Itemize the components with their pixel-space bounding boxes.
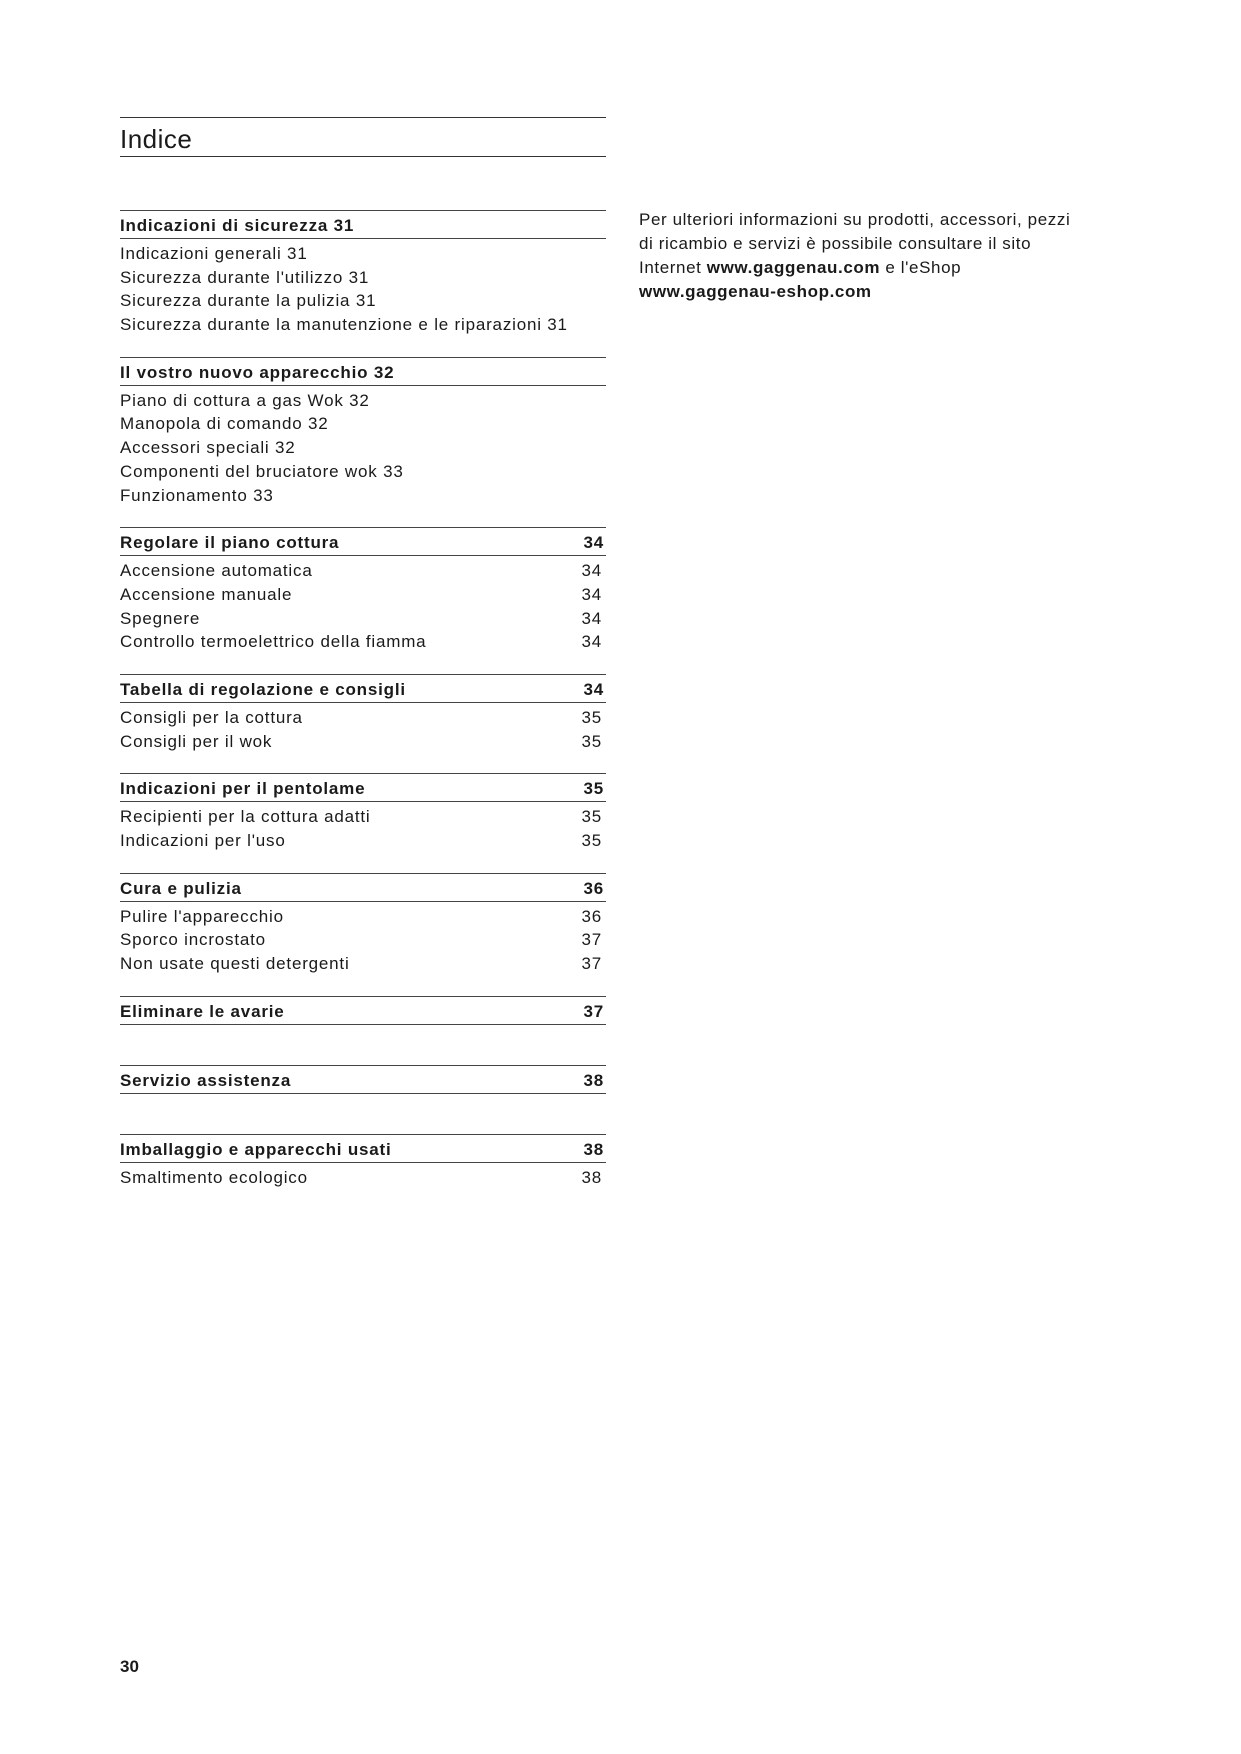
toc-heading-page: 34	[583, 679, 604, 699]
info-note-line: Per ulteriori informazioni su prodotti, accessori, pezzi	[639, 210, 1071, 229]
toc-item-label: Indicazioni per l'uso	[120, 831, 286, 850]
toc-item-label: Componenti del bruciatore wok 33	[120, 461, 404, 481]
toc-item[interactable]	[120, 266, 606, 290]
toc-item[interactable]	[120, 706, 606, 730]
toc-item-page: 35	[581, 807, 602, 827]
toc-items	[120, 1094, 606, 1114]
page-number: 30	[120, 1657, 139, 1676]
toc-item[interactable]	[120, 460, 606, 484]
info-note-line	[639, 256, 1139, 280]
toc-section	[120, 773, 606, 852]
toc-section-heading[interactable]	[120, 997, 606, 1025]
toc-item-page: 35	[581, 731, 602, 751]
toc-item[interactable]	[120, 829, 606, 853]
toc-item[interactable]	[120, 559, 606, 583]
toc-section	[120, 527, 606, 654]
table-of-contents	[120, 210, 606, 1209]
toc-section-heading[interactable]	[120, 1135, 606, 1163]
toc-heading-label: Servizio assistenza	[120, 1070, 292, 1090]
toc-item-label: Consigli per la cottura	[120, 707, 303, 727]
toc-item[interactable]	[120, 289, 606, 313]
page-title: Indice	[120, 124, 193, 154]
toc-section	[120, 210, 606, 337]
toc-item-label: Sicurezza durante la manutenzione e le riparazioni 31	[120, 315, 568, 335]
toc-section-heading[interactable]	[120, 358, 606, 386]
toc-item-page: 34	[581, 584, 602, 604]
toc-item-label: Spegnere	[120, 608, 201, 628]
toc-item-label: Sporco incrostato	[120, 930, 266, 950]
toc-item-page: 34	[581, 632, 602, 652]
toc-item-label: Accensione manuale	[120, 584, 293, 604]
toc-heading-page: 38	[583, 1139, 604, 1159]
toc-heading-page: 36	[583, 878, 604, 898]
info-note-text: Internet	[639, 258, 707, 277]
toc-section	[120, 1134, 606, 1190]
toc-item-page: 34	[581, 561, 602, 581]
toc-item[interactable]	[120, 436, 606, 460]
toc-item[interactable]	[120, 730, 606, 754]
toc-section-heading[interactable]	[120, 874, 606, 902]
toc-heading-label: Il vostro nuovo apparecchio 32	[120, 362, 395, 382]
toc-item-label: Sicurezza durante la pulizia 31	[120, 291, 377, 311]
toc-item-page: 37	[581, 930, 602, 950]
toc-items	[120, 1163, 606, 1190]
toc-item[interactable]	[120, 412, 606, 436]
toc-section	[120, 357, 606, 507]
toc-section	[120, 873, 606, 976]
gaggenau-link[interactable]: www.gaggenau.com	[706, 258, 881, 277]
toc-heading-page: 37	[583, 1001, 604, 1021]
toc-item[interactable]	[120, 630, 606, 654]
toc-items	[120, 386, 606, 507]
toc-section-heading[interactable]	[120, 528, 606, 556]
toc-section	[120, 674, 606, 753]
toc-heading-label: Indicazioni di sicurezza 31	[120, 216, 355, 235]
toc-section-heading[interactable]	[120, 1066, 606, 1094]
toc-heading-page: 35	[583, 779, 604, 799]
toc-item[interactable]	[120, 484, 606, 508]
toc-item-page: 36	[581, 906, 602, 926]
toc-heading-page: 38	[583, 1070, 604, 1090]
toc-item[interactable]	[120, 905, 606, 929]
toc-items	[120, 556, 606, 654]
toc-section-heading[interactable]	[120, 211, 606, 239]
toc-item[interactable]	[120, 389, 606, 413]
info-note-line: di ricambio e servizi è possibile consultare il sito	[639, 234, 1032, 253]
toc-item[interactable]	[120, 583, 606, 607]
toc-item-label: Indicazioni generali 31	[120, 244, 308, 263]
toc-item-label: Consigli per il wok	[120, 731, 273, 751]
toc-items	[120, 1025, 606, 1045]
toc-section	[120, 1065, 606, 1114]
toc-item-label: Recipienti per la cottura adatti	[120, 807, 371, 827]
toc-item-label: Controllo termoelettrico della fiamma	[120, 632, 427, 652]
toc-item-label: Piano di cottura a gas Wok 32	[120, 390, 370, 410]
eshop-link[interactable]: www.gaggenau-eshop.com	[639, 282, 872, 301]
toc-item[interactable]	[120, 242, 606, 266]
toc-item[interactable]	[120, 952, 606, 976]
toc-item[interactable]	[120, 805, 606, 829]
toc-item-page: 34	[581, 608, 602, 628]
toc-item[interactable]	[120, 313, 606, 337]
toc-heading-label: Imballaggio e apparecchi usati	[120, 1139, 392, 1159]
toc-items	[120, 239, 606, 337]
toc-item-label: Pulire l'apparecchio	[120, 906, 284, 926]
toc-item-page: 35	[581, 707, 602, 727]
info-note-text: e l'eShop	[880, 258, 962, 277]
toc-item-page: 37	[581, 954, 602, 974]
toc-heading-label: Cura e pulizia	[120, 878, 242, 898]
toc-heading-label: Tabella di regolazione e consigli	[120, 679, 406, 699]
toc-heading-page: 34	[583, 533, 604, 553]
page-title-block	[120, 117, 606, 157]
toc-item-page: 38	[581, 1167, 602, 1187]
toc-item-page: 35	[581, 831, 602, 850]
toc-section-heading[interactable]	[120, 675, 606, 703]
toc-item-label: Non usate questi detergenti	[120, 954, 350, 974]
toc-section-heading[interactable]	[120, 774, 606, 802]
toc-heading-label: Eliminare le avarie	[120, 1001, 285, 1021]
toc-item-label: Accensione automatica	[120, 561, 313, 581]
toc-item-label: Sicurezza durante l'utilizzo 31	[120, 267, 370, 287]
toc-item[interactable]	[120, 607, 606, 631]
toc-item[interactable]	[120, 928, 606, 952]
toc-items	[120, 802, 606, 852]
toc-items	[120, 902, 606, 976]
toc-section	[120, 996, 606, 1045]
toc-items	[120, 703, 606, 753]
info-note	[639, 208, 1139, 304]
toc-heading-label: Indicazioni per il pentolame	[120, 779, 366, 799]
toc-item-label: Accessori speciali 32	[120, 438, 296, 458]
toc-item-label: Smaltimento ecologico	[120, 1167, 308, 1187]
toc-item-label: Manopola di comando 32	[120, 414, 329, 434]
toc-heading-label: Regolare il piano cottura	[120, 533, 340, 553]
toc-item-label: Funzionamento 33	[120, 485, 274, 505]
toc-item[interactable]	[120, 1166, 606, 1190]
